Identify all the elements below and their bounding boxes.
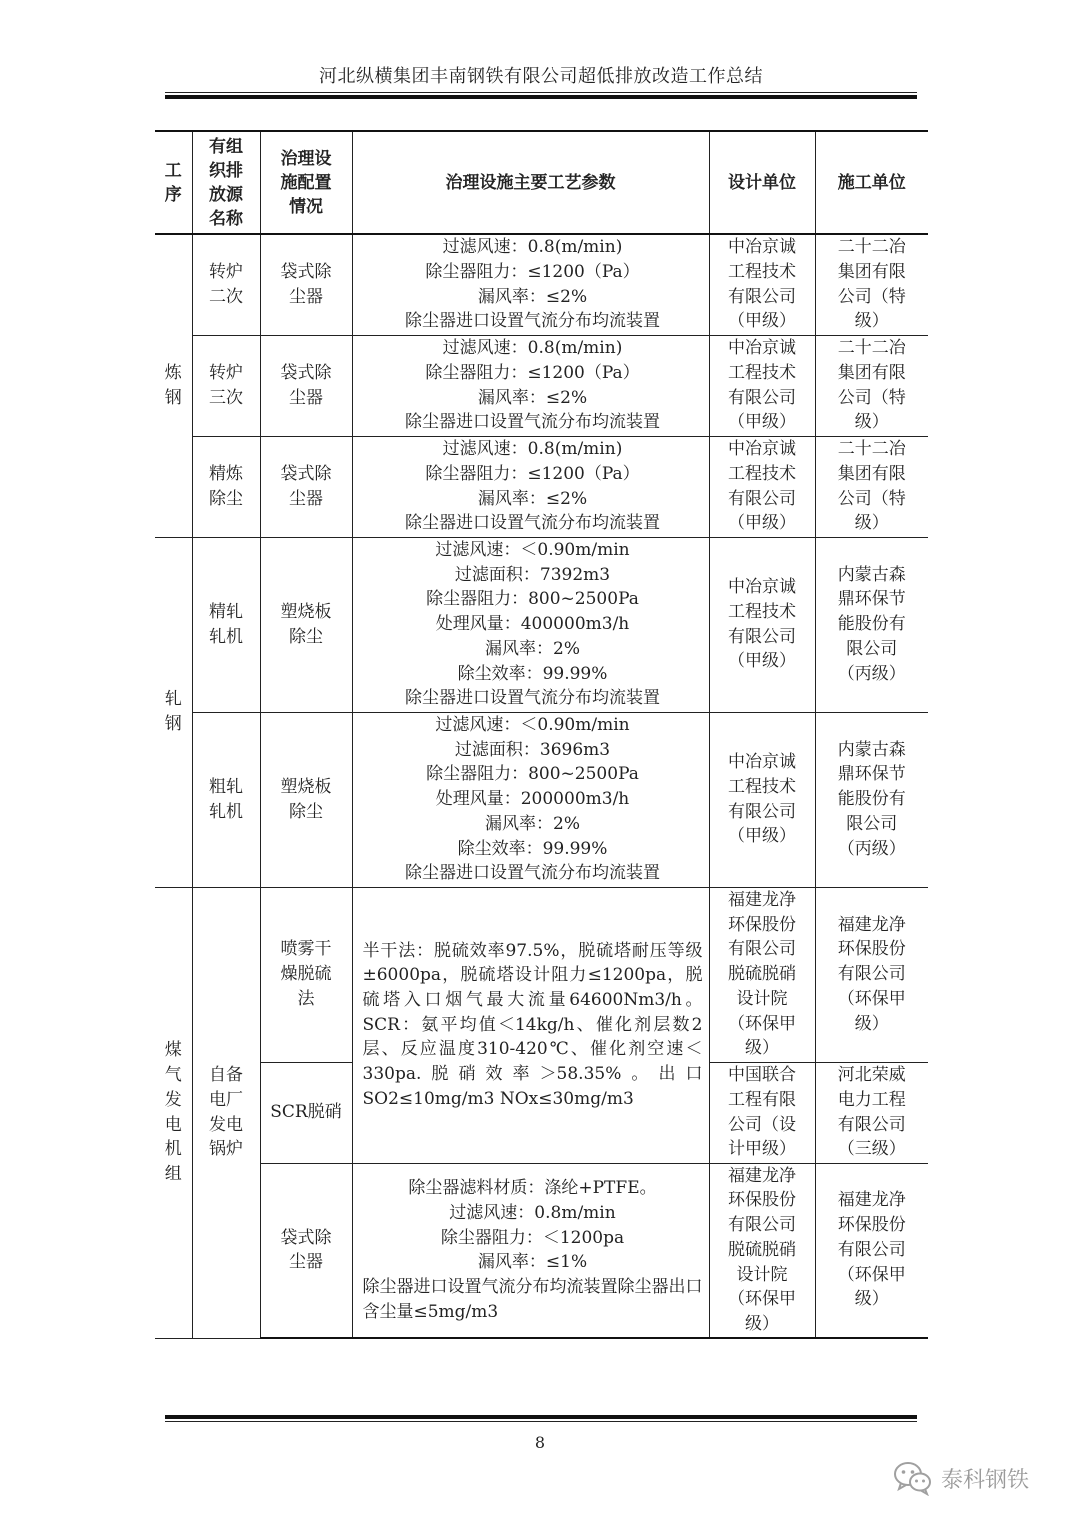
construction-unit-cell: 二十二冶 集团有限 公司（特 级） xyxy=(815,234,928,335)
construction-unit-cell: 内蒙古森 鼎环保节 能股份有 限公司 （丙级） xyxy=(815,712,928,887)
construction-unit-cell: 河北荣威 电力工程 有限公司 （三级） xyxy=(815,1062,928,1163)
construction-unit-cell: 二十二冶 集团有限 公司（特 级） xyxy=(815,436,928,537)
design-unit-cell: 福建龙净 环保股份 有限公司 脱硫脱硝 设计院 （环保甲 级） xyxy=(709,887,815,1062)
params-cell: 过滤风速：0.8(m/min) 除尘器阻力：≤1200（Pa） 漏风率：≤2% 除尘器进口设置气流分布均流装置 xyxy=(352,335,709,436)
design-unit-cell: 中冶京诚 工程技术 有限公司 （甲级） xyxy=(709,537,815,712)
page-header-title: 河北纵横集团丰南钢铁有限公司超低排放改造工作总结 xyxy=(319,66,763,87)
emission-control-table xyxy=(155,130,928,1339)
design-unit-cell: 中冶京诚 工程技术 有限公司 （甲级） xyxy=(709,335,815,436)
facility-cell: 袋式除 尘器 xyxy=(260,1163,352,1338)
table-row xyxy=(155,436,928,537)
header-process: 工 序 xyxy=(155,131,192,234)
source-cell: 精轧 轧机 xyxy=(192,537,260,712)
table-row xyxy=(155,537,928,712)
header-construction-unit: 施工单位 xyxy=(815,131,928,234)
params-cell: 过滤风速：＜0.90m/min 过滤面积：3696m3 除尘器阻力：800~2500Pa 处理风量：200000m3/h 漏风率：2% 除尘效率：99.99% 除尘器进口设置气流分布均流装置 xyxy=(352,712,709,887)
source-cell: 自备 电厂 发电 锅炉 xyxy=(192,887,260,1338)
construction-unit-cell: 内蒙古森 鼎环保节 能股份有 限公司 （丙级） xyxy=(815,537,928,712)
wechat-icon xyxy=(893,1460,933,1496)
params-cell: 过滤风速：＜0.90m/min 过滤面积：7392m3 除尘器阻力：800~2500Pa 处理风量：400000m3/h 漏风率：2% 除尘效率：99.99% 除尘器进口设置气流分布均流装置 xyxy=(352,537,709,712)
facility-cell: 喷雾干 燥脱硫 法 xyxy=(260,887,352,1062)
params-cell: 除尘器滤料材质：涤纶+PTFE。 过滤风速：0.8m/min 除尘器阻力：＜1200pa 漏风率：≤1% 除尘器进口设置气流分布均流装置除尘器出口含尘量≤5mg/m3 xyxy=(352,1163,709,1338)
facility-cell: 塑烧板 除尘 xyxy=(260,537,352,712)
design-unit-cell: 中国联合 工程有限 公司（设 计甲级） xyxy=(709,1062,815,1163)
table-row xyxy=(155,712,928,887)
facility-cell: SCR脱硝 xyxy=(260,1062,352,1163)
design-unit-cell: 中冶京诚 工程技术 有限公司 （甲级） xyxy=(709,436,815,537)
header-source: 有组 织排 放源 名称 xyxy=(192,131,260,234)
design-unit-cell: 福建龙净 环保股份 有限公司 脱硫脱硝 设计院 （环保甲 级） xyxy=(709,1163,815,1338)
header-params: 治理设施主要工艺参数 xyxy=(352,131,709,234)
source-cell: 转炉 三次 xyxy=(192,335,260,436)
params-cell: 过滤风速：0.8(m/min) 除尘器阻力：≤1200（Pa） 漏风率：≤2% 除尘器进口设置气流分布均流装置 xyxy=(352,234,709,335)
source-cell: 粗轧 轧机 xyxy=(192,712,260,887)
source-cell: 转炉 二次 xyxy=(192,234,260,335)
source-cell: 精炼 除尘 xyxy=(192,436,260,537)
facility-cell: 塑烧板 除尘 xyxy=(260,712,352,887)
design-unit-cell: 中冶京诚 工程技术 有限公司 （甲级） xyxy=(709,234,815,335)
table-row xyxy=(155,1163,928,1338)
footer-rule-thin xyxy=(165,1421,917,1422)
params-cell-desulfurization-scr: 半干法：脱硫效率97.5%，脱硫塔耐压等级±6000pa，脱硫塔设计阻力≤1200pa，脱硫塔入口烟气最大流量64600Nm3/h。SCR：氨平均值＜14kg/h、催化剂层数2层、反应温度310-420℃、催化剂空速＜330pa.脱硝效率＞58.35%。出口SO2≤10mg/m3 NOx≤30mg/m3 xyxy=(352,887,709,1163)
watermark xyxy=(893,1458,1029,1498)
page-number: 8 xyxy=(534,1433,546,1452)
construction-unit-cell: 福建龙净 环保股份 有限公司 （环保甲 级） xyxy=(815,1163,928,1338)
header-rule-thick xyxy=(165,95,917,99)
process-cell-gas-power: 煤 气 发 电 机 组 xyxy=(155,887,192,1338)
watermark-text: 泰科钢铁 xyxy=(941,1467,1030,1493)
table-row xyxy=(155,234,928,335)
construction-unit-cell: 二十二冶 集团有限 公司（特 级） xyxy=(815,335,928,436)
table-header-row xyxy=(155,131,928,234)
facility-cell: 袋式除 尘器 xyxy=(260,436,352,537)
params-cell: 过滤风速：0.8(m/min) 除尘器阻力：≤1200（Pa） 漏风率：≤2% 除尘器进口设置气流分布均流装置 xyxy=(352,436,709,537)
header-design-unit: 设计单位 xyxy=(709,131,815,234)
header-facility: 治理设 施配置 情况 xyxy=(260,131,352,234)
construction-unit-cell: 福建龙净 环保股份 有限公司 （环保甲 级） xyxy=(815,887,928,1062)
design-unit-cell: 中冶京诚 工程技术 有限公司 （甲级） xyxy=(709,712,815,887)
header-rule-thin xyxy=(165,92,917,93)
table-row xyxy=(155,335,928,436)
footer-rule-thick xyxy=(165,1415,917,1419)
facility-cell: 袋式除 尘器 xyxy=(260,234,352,335)
table-row xyxy=(155,887,928,1062)
facility-cell: 袋式除 尘器 xyxy=(260,335,352,436)
process-cell-steelmaking: 炼 钢 xyxy=(155,234,192,537)
process-cell-rolling: 轧 钢 xyxy=(155,537,192,887)
